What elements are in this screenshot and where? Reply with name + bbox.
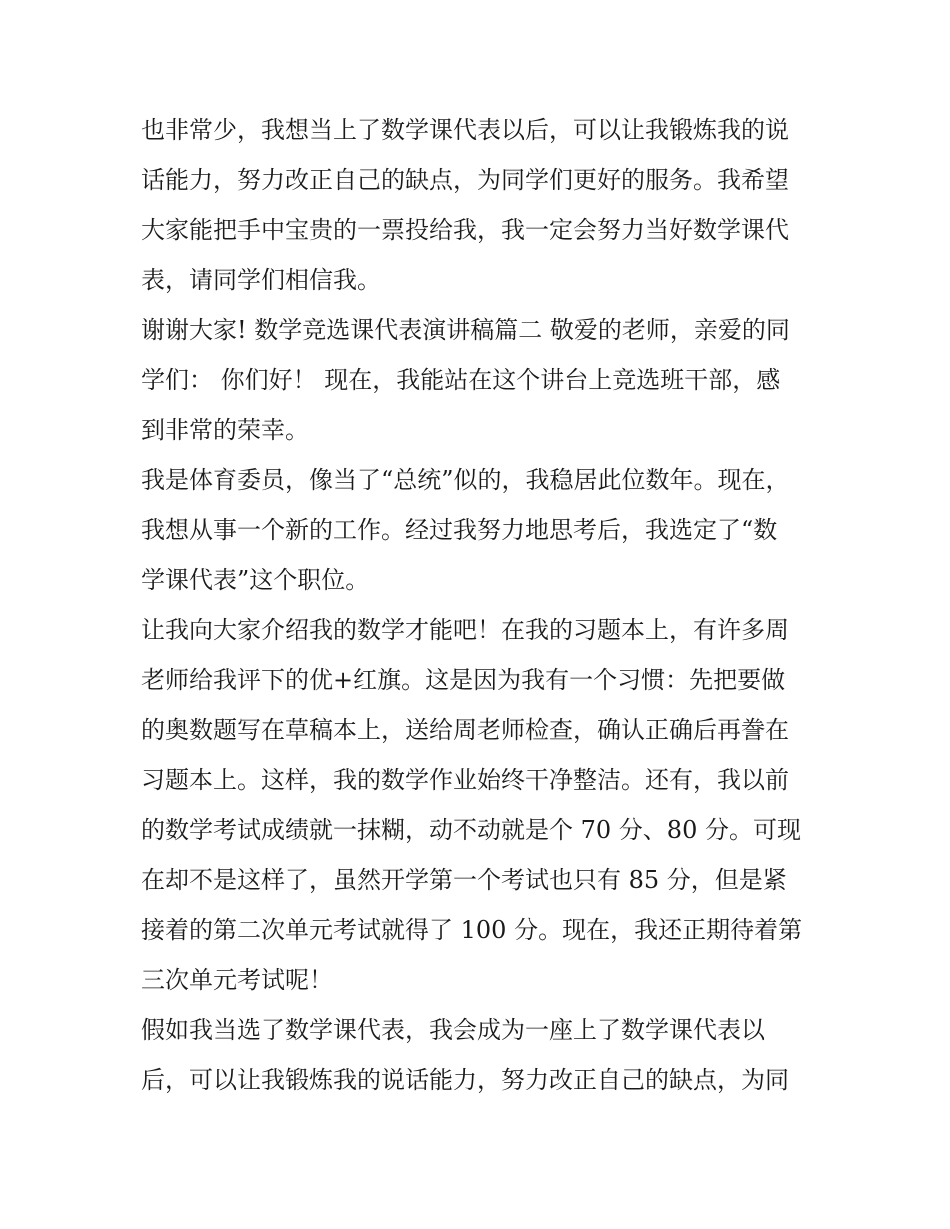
text-line: 谢谢大家! 数学竞选课代表演讲稿篇二 敬爱的老师，亲爱的同 [141,316,790,344]
text-line: 在却不是这样了，虽然开学第一个考试也只有 85 分，但是紧 [141,866,787,894]
text-line: 话能力，努力改正自己的缺点，为同学们更好的服务。我希望 [141,166,789,194]
document-body [141,105,821,1105]
text-line: 学们： 你们好！ 现在，我能站在这个讲台上竞选班干部，感 [141,366,781,394]
text-line: 假如我当选了数学课代表，我会成为一座上了数学课代表以 [141,1016,765,1044]
text-line: 的奥数题写在草稿本上，送给周老师检查，确认正确后再誊在 [141,716,789,744]
text-line: 表，请同学们相信我。 [141,266,381,294]
text-line: 老师给我评下的优+红旗。这是因为我有一个习惯：先把要做 [141,666,786,694]
text-line: 也非常少，我想当上了数学课代表以后，可以让我锻炼我的说 [141,116,789,144]
text-line: 我是体育委员，像当了“总统”似的，我稳居此位数年。现在， [141,466,790,494]
text-line: 三次单元考试呢！ [141,966,333,994]
text-line: 学课代表”这个职位。 [141,566,370,594]
text-line: 接着的第二次单元考试就得了 100 分。现在，我还正期待着第 [141,916,803,944]
text-line: 后，可以让我锻炼我的说话能力，努力改正自己的缺点，为同 [141,1066,789,1094]
text-line: 习题本上。这样，我的数学作业始终干净整洁。还有，我以前 [141,766,789,794]
text-line: 我想从事一个新的工作。经过我努力地思考后，我选定了“数 [141,516,778,544]
text-line: 让我向大家介绍我的数学才能吧！在我的习题本上，有许多周 [141,616,789,644]
text-line: 大家能把手中宝贵的一票投给我，我一定会努力当好数学课代 [141,216,789,244]
text-line: 到非常的荣幸。 [141,416,309,444]
text-line: 的数学考试成绩就一抹糊，动不动就是个 70 分、80 分。可现 [141,816,801,844]
